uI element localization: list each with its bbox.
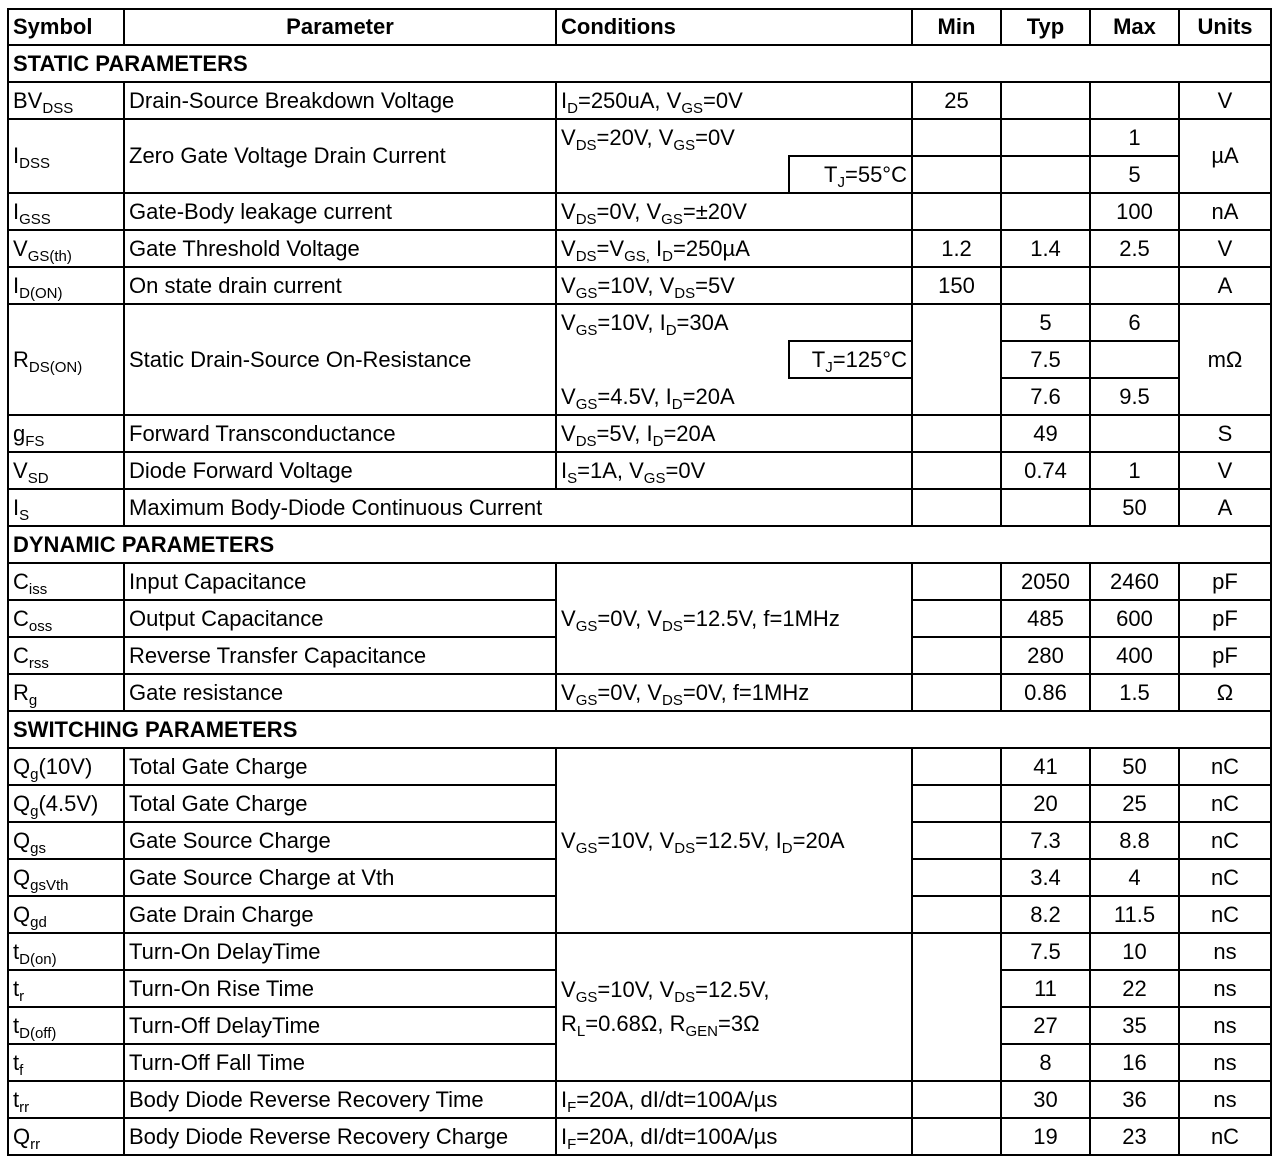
symbol-main: Q: [13, 864, 31, 890]
units-cell: nC: [1179, 822, 1271, 859]
symbol-subscript: gsVth: [30, 876, 69, 894]
max-cell: 11.5: [1090, 896, 1179, 933]
max-cell: 1.5: [1090, 674, 1179, 711]
units-cell: V: [1179, 452, 1271, 489]
symbol-cell: [8, 119, 124, 193]
max-cell: [1090, 415, 1179, 452]
units-cell: nC: [1179, 1118, 1271, 1155]
max-cell: 36: [1090, 1081, 1179, 1118]
symbol-subscript: g: [28, 691, 38, 709]
max-cell: 1: [1090, 119, 1179, 156]
max-cell: 25: [1090, 785, 1179, 822]
table-row: [8, 748, 1271, 785]
max-cell: 50: [1090, 489, 1179, 526]
units-cell: S: [1179, 415, 1271, 452]
table-row: [8, 119, 1271, 156]
units-cell: nC: [1179, 896, 1271, 933]
symbol-subscript: D(off): [19, 1024, 57, 1042]
section-title-static: STATIC PARAMETERS: [8, 45, 1271, 82]
max-cell: 1: [1090, 452, 1179, 489]
symbol-subscript: gs: [30, 839, 46, 857]
header-max: Max: [1090, 9, 1179, 45]
units-cell: V: [1179, 82, 1271, 119]
typ-cell: 49: [1001, 415, 1090, 452]
symbol-main: V: [13, 457, 28, 483]
symbol-main: Q: [13, 753, 31, 779]
symbol-cell: [8, 1044, 124, 1081]
conditions-cell: $V_{GS}=0V$, $V_{DS}=12.5V$, f=1MHz: [556, 563, 912, 674]
units-cell: ns: [1179, 1081, 1271, 1118]
symbol-cell: [8, 452, 124, 489]
max-cell: 100: [1090, 193, 1179, 230]
symbol-subscript: gd: [30, 913, 47, 931]
max-cell: 400: [1090, 637, 1179, 674]
symbol-cell: [8, 304, 124, 415]
typ-cell: 3.4: [1001, 859, 1090, 896]
parameter-cell: Turn-On DelayTime: [124, 933, 556, 970]
table-row: [8, 674, 1271, 711]
max-cell: [1090, 267, 1179, 304]
conditions-line-1: $V_{GS}=10V$, $V_{DS}=12.5V$,: [561, 977, 770, 1006]
symbol-cell: [8, 637, 124, 674]
min-cell: [912, 637, 1001, 674]
units-cell: A: [1179, 489, 1271, 526]
symbol-subscript: g: [30, 765, 39, 783]
max-cell: [1090, 341, 1179, 378]
symbol-subscript: GSS: [19, 210, 51, 228]
parameter-cell: Drain-Source Breakdown Voltage: [124, 82, 556, 119]
section-title-dynamic: DYNAMIC PARAMETERS: [8, 526, 1271, 563]
symbol-cell: [8, 415, 124, 452]
parameter-cell: Gate Drain Charge: [124, 896, 556, 933]
typ-cell: 5: [1001, 304, 1090, 341]
min-cell: [912, 1118, 1001, 1155]
min-cell: [912, 119, 1001, 156]
typ-cell: 280: [1001, 637, 1090, 674]
max-cell: [1090, 82, 1179, 119]
symbol-cell: [8, 82, 124, 119]
units-cell: nC: [1179, 748, 1271, 785]
symbol-subscript: S: [19, 506, 30, 524]
symbol-main: C: [13, 568, 29, 594]
symbol-main: R: [13, 679, 29, 705]
symbol-subscript: iss: [28, 580, 48, 598]
max-cell: 23: [1090, 1118, 1179, 1155]
min-cell: [912, 859, 1001, 896]
symbol-main: t: [13, 1012, 20, 1038]
symbol-subscript: oss: [28, 617, 53, 635]
symbol-main: BV: [13, 87, 43, 113]
conditions-cell: $V_{GS}=4.5V$, $I_D=20A$: [556, 378, 912, 415]
symbol-subscript: FS: [25, 432, 45, 450]
parameter-cell: Reverse Transfer Capacitance: [124, 637, 556, 674]
symbol-cell: [8, 896, 124, 933]
typ-cell: 485: [1001, 600, 1090, 637]
table-row: [8, 452, 1271, 489]
parameter-cell: Total Gate Charge: [124, 785, 556, 822]
conditions-cell: $V_{DS}=20V$, $V_{GS}=0V$: [556, 119, 912, 156]
header-conditions: Conditions: [556, 9, 912, 45]
units-cell: A: [1179, 267, 1271, 304]
max-cell: 9.5: [1090, 378, 1179, 415]
min-cell: [912, 452, 1001, 489]
symbol-subscript: DSS: [42, 99, 74, 117]
min-cell: [912, 600, 1001, 637]
max-cell: 16: [1090, 1044, 1179, 1081]
symbol-subscript: SD: [27, 469, 49, 487]
symbol-cell: [8, 193, 124, 230]
symbol-main: Q: [13, 1123, 31, 1149]
units-cell: Ω: [1179, 674, 1271, 711]
typ-cell: [1001, 82, 1090, 119]
typ-cell: [1001, 193, 1090, 230]
conditions-cell: $I_D=250uA$, $V_{GS}=0V$: [556, 82, 912, 119]
symbol-cell: [8, 933, 124, 970]
conditions-spacer: [556, 341, 789, 378]
symbol-cell: [8, 1081, 124, 1118]
table-row: [8, 304, 1271, 341]
units-cell: nC: [1179, 859, 1271, 896]
symbol-cell: [8, 1007, 124, 1044]
max-cell: 4: [1090, 859, 1179, 896]
symbol-main: I: [13, 494, 20, 520]
symbol-tail: (4.5V): [38, 790, 99, 816]
header-units: Units: [1179, 9, 1271, 45]
symbol-main: t: [13, 1049, 20, 1075]
table-row: [8, 230, 1271, 267]
parameter-cell: Turn-Off Fall Time: [124, 1044, 556, 1081]
conditions-cell: $I_F=20A$, dI/dt=100A/µs: [556, 1081, 912, 1118]
table-row: [8, 1081, 1271, 1118]
units-cell: mΩ: [1179, 304, 1271, 415]
symbol-cell: [8, 563, 124, 600]
symbol-cell: [8, 785, 124, 822]
min-cell: 1.2: [912, 230, 1001, 267]
typ-cell: 19: [1001, 1118, 1090, 1155]
typ-cell: [1001, 489, 1090, 526]
parameter-cell: Gate Source Charge: [124, 822, 556, 859]
symbol-main: V: [13, 235, 28, 261]
symbol-subscript: g: [30, 802, 39, 820]
symbol-main: C: [13, 605, 29, 631]
max-cell: 35: [1090, 1007, 1179, 1044]
typ-cell: 11: [1001, 970, 1090, 1007]
symbol-subscript: D(on): [19, 950, 57, 968]
units-cell: pF: [1179, 637, 1271, 674]
parameter-cell: On state drain current: [124, 267, 556, 304]
typ-cell: 41: [1001, 748, 1090, 785]
symbol-main: R: [13, 346, 29, 372]
symbol-subscript: DS(ON): [28, 358, 83, 376]
max-cell: 50: [1090, 748, 1179, 785]
section-row-switching: [8, 711, 1271, 748]
min-cell: [912, 896, 1001, 933]
table-row: [8, 1118, 1271, 1155]
section-row-static: [8, 45, 1271, 82]
symbol-main: I: [13, 272, 20, 298]
symbol-main: C: [13, 642, 29, 668]
max-cell: 6: [1090, 304, 1179, 341]
symbol-cell: [8, 859, 124, 896]
header-row: [8, 9, 1271, 45]
typ-cell: 8: [1001, 1044, 1090, 1081]
symbol-main: t: [13, 1086, 20, 1112]
table-row: [8, 563, 1271, 600]
conditions-cell: $V_{GS}=10V$, $I_D=30A$: [556, 304, 912, 341]
symbol-subscript: r: [19, 987, 25, 1005]
conditions-line-2: $R_L=0.68\Omega$, $R_{GEN}=3\Omega$: [561, 1011, 760, 1040]
min-cell: [912, 156, 1001, 193]
header-typ: Typ: [1001, 9, 1090, 45]
symbol-subscript: DSS: [19, 155, 50, 172]
typ-cell: 8.2: [1001, 896, 1090, 933]
parameter-cell: Input Capacitance: [124, 563, 556, 600]
max-cell: 2460: [1090, 563, 1179, 600]
units-cell: pF: [1179, 563, 1271, 600]
symbol-cell: [8, 970, 124, 1007]
typ-cell: 0.86: [1001, 674, 1090, 711]
parameter-cell: Gate resistance: [124, 674, 556, 711]
parameter-cell: Forward Transconductance: [124, 415, 556, 452]
units-cell: µA: [1179, 119, 1271, 193]
min-cell: [912, 304, 1001, 415]
min-cell: [912, 415, 1001, 452]
parameter-cell: Zero Gate Voltage Drain Current: [124, 119, 556, 193]
conditions-spacer: [556, 156, 789, 193]
parameter-cell: Maximum Body-Diode Continuous Current: [124, 489, 912, 526]
conditions-cell: $V_{GS}=0V$, $V_{DS}=0V$, f=1MHz: [556, 674, 912, 711]
typ-cell: [1001, 119, 1090, 156]
units-cell: ns: [1179, 1007, 1271, 1044]
header-symbol: Symbol: [8, 9, 124, 45]
symbol-cell: [8, 489, 124, 526]
symbol-subscript: rr: [19, 1098, 30, 1116]
typ-cell: 27: [1001, 1007, 1090, 1044]
min-cell: 25: [912, 82, 1001, 119]
conditions-cell: $V_{DS}=V_{GS,}$ $I_D=250\mu A$: [556, 230, 912, 267]
electrical-characteristics-table: [7, 8, 1272, 1156]
conditions-cell: $V_{DS}=5V$, $I_D=20A$: [556, 415, 912, 452]
conditions-cell: $I_S=1A$, $V_{GS}=0V$: [556, 452, 912, 489]
parameter-cell: Static Drain-Source On-Resistance: [124, 304, 556, 415]
symbol-main: t: [13, 975, 20, 1001]
conditions-cell: $V_{DS}=0V$, $V_{GS}=\pm 20V$: [556, 193, 912, 230]
symbol-main: Q: [13, 827, 31, 853]
symbol-cell: [8, 267, 124, 304]
parameter-cell: Output Capacitance: [124, 600, 556, 637]
typ-cell: [1001, 156, 1090, 193]
symbol-subscript: GS(th): [27, 247, 72, 265]
symbol-main: I: [13, 143, 20, 168]
max-cell: 22: [1090, 970, 1179, 1007]
parameter-cell: Body Diode Reverse Recovery Time: [124, 1081, 556, 1118]
typ-cell: 7.5: [1001, 341, 1090, 378]
symbol-subscript: D(ON): [19, 284, 63, 302]
table-row: [8, 267, 1271, 304]
symbol-main: g: [13, 420, 26, 446]
units-cell: ns: [1179, 970, 1271, 1007]
typ-cell: 7.5: [1001, 933, 1090, 970]
table-row: [8, 415, 1271, 452]
max-cell: 5: [1090, 156, 1179, 193]
table-row: [8, 82, 1271, 119]
symbol-subscript: rss: [28, 654, 49, 672]
header-parameter: Parameter: [124, 9, 556, 45]
units-cell: ns: [1179, 933, 1271, 970]
typ-cell: 7.6: [1001, 378, 1090, 415]
min-cell: [912, 748, 1001, 785]
header-min: Min: [912, 9, 1001, 45]
symbol-cell: [8, 600, 124, 637]
typ-cell: 20: [1001, 785, 1090, 822]
symbol-main: I: [13, 198, 20, 224]
conditions-cell-temp: $T_J=125^\circ C$: [789, 341, 912, 378]
symbol-cell: [8, 748, 124, 785]
typ-cell: 7.3: [1001, 822, 1090, 859]
parameter-cell: Turn-Off DelayTime: [124, 1007, 556, 1044]
conditions-cell: [556, 933, 912, 1081]
table-row: [8, 933, 1271, 970]
conditions-cell: $V_{GS}=10V$, $V_{DS}=5V$: [556, 267, 912, 304]
parameter-cell: Gate-Body leakage current: [124, 193, 556, 230]
parameter-cell: Body Diode Reverse Recovery Charge: [124, 1118, 556, 1155]
parameter-cell: Turn-On Rise Time: [124, 970, 556, 1007]
units-cell: nA: [1179, 193, 1271, 230]
symbol-main: t: [13, 938, 20, 964]
parameter-cell: Gate Source Charge at Vth: [124, 859, 556, 896]
table-row: [8, 489, 1271, 526]
symbol-main: Q: [13, 790, 31, 816]
symbol-cell: [8, 230, 124, 267]
min-cell: [912, 193, 1001, 230]
conditions-cell: $I_F=20A$, dI/dt=100A/µs: [556, 1118, 912, 1155]
min-cell: 150: [912, 267, 1001, 304]
symbol-cell: [8, 1118, 124, 1155]
min-cell: [912, 674, 1001, 711]
symbol-main: Q: [13, 901, 31, 927]
typ-cell: 1.4: [1001, 230, 1090, 267]
conditions-cell: $V_{GS}=10V$, $V_{DS}=12.5V$, $I_D=20A$: [556, 748, 912, 933]
section-row-dynamic: [8, 526, 1271, 563]
symbol-subscript: rr: [30, 1135, 41, 1153]
max-cell: 8.8: [1090, 822, 1179, 859]
symbol-subscript: f: [19, 1061, 24, 1079]
min-cell: [912, 822, 1001, 859]
typ-cell: 2050: [1001, 563, 1090, 600]
parameter-cell: Total Gate Charge: [124, 748, 556, 785]
max-cell: 2.5: [1090, 230, 1179, 267]
parameter-cell: Diode Forward Voltage: [124, 452, 556, 489]
units-cell: pF: [1179, 600, 1271, 637]
max-cell: 10: [1090, 933, 1179, 970]
min-cell: [912, 563, 1001, 600]
max-cell: 600: [1090, 600, 1179, 637]
min-cell: [912, 785, 1001, 822]
typ-cell: 30: [1001, 1081, 1090, 1118]
parameter-cell: Gate Threshold Voltage: [124, 230, 556, 267]
symbol-cell: [8, 674, 124, 711]
symbol-tail: (10V): [38, 753, 93, 779]
units-cell: V: [1179, 230, 1271, 267]
units-cell: nC: [1179, 785, 1271, 822]
min-cell: [912, 933, 1001, 1081]
conditions-cell-temp: $T_J=55^\circ C$: [789, 156, 912, 193]
section-title-switching: SWITCHING PARAMETERS: [8, 711, 1271, 748]
units-cell: ns: [1179, 1044, 1271, 1081]
symbol-cell: [8, 822, 124, 859]
min-cell: [912, 489, 1001, 526]
typ-cell: [1001, 267, 1090, 304]
table-row: [8, 193, 1271, 230]
typ-cell: 0.74: [1001, 452, 1090, 489]
min-cell: [912, 1081, 1001, 1118]
